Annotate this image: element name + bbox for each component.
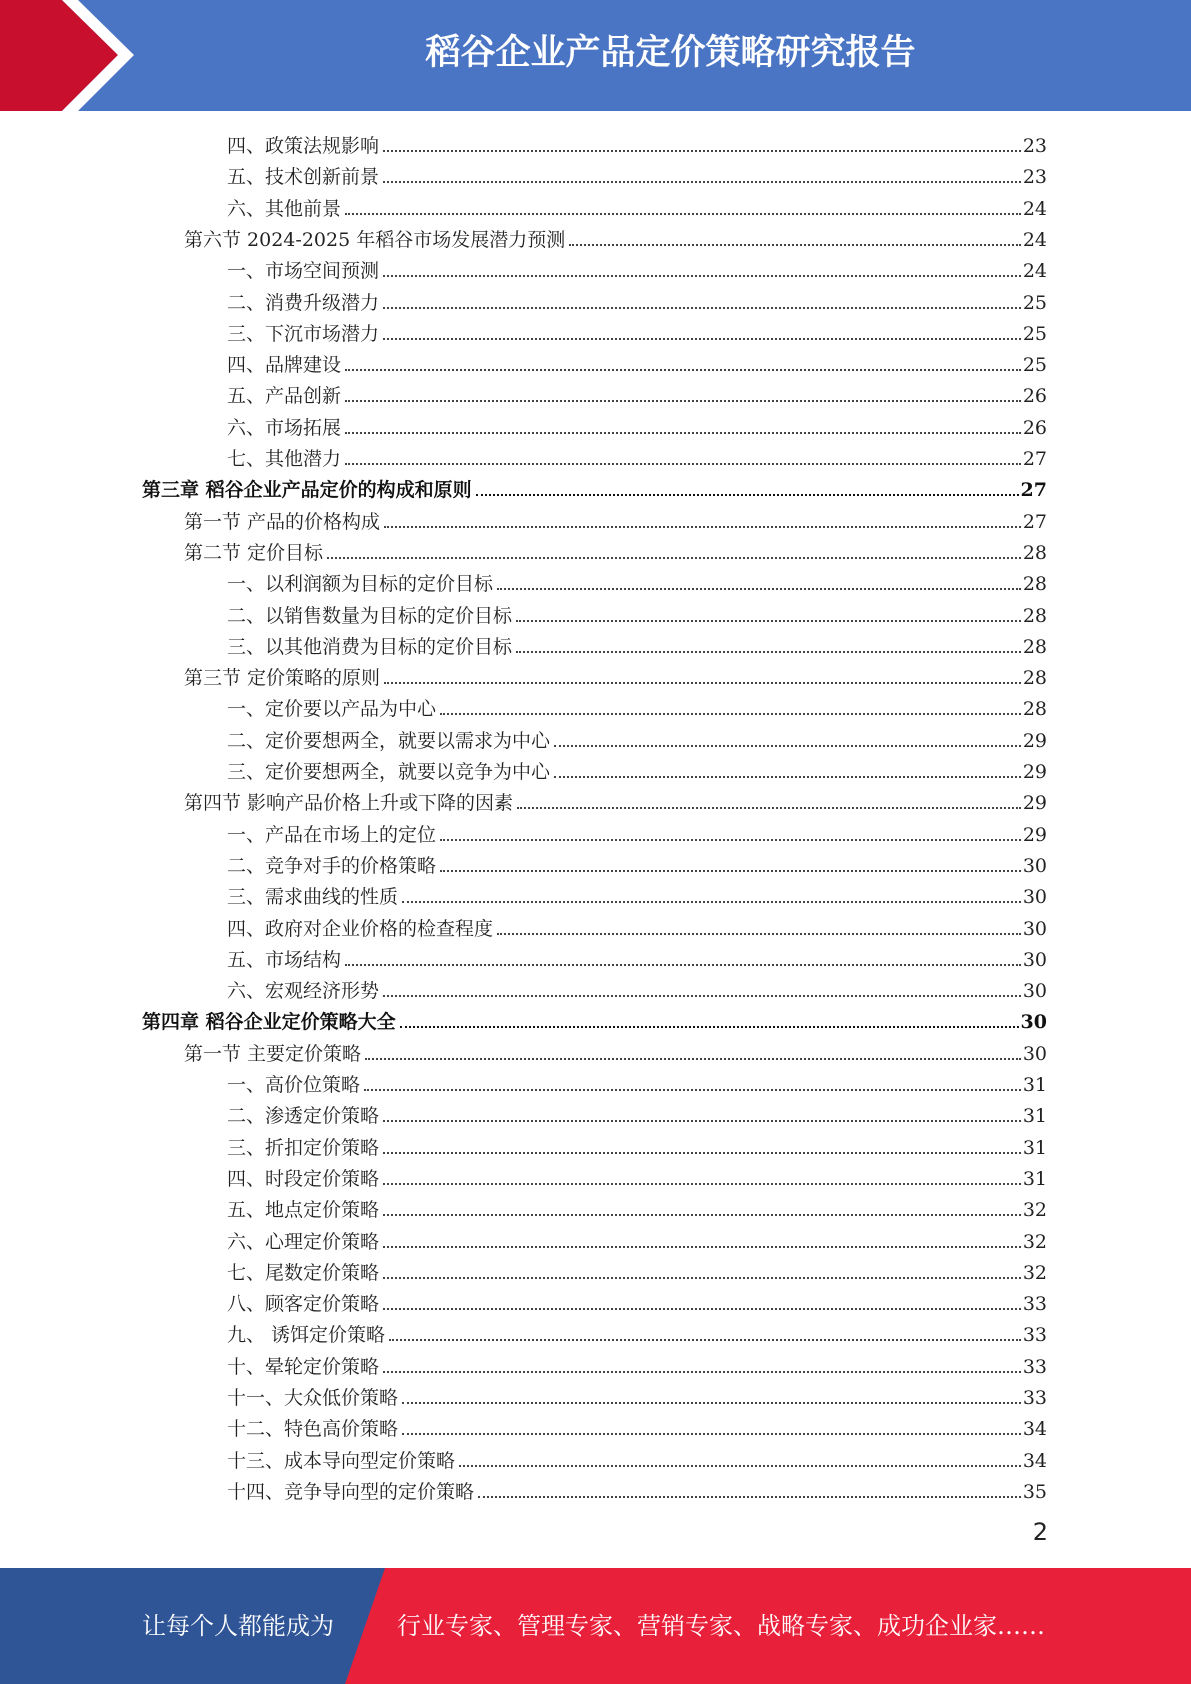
toc-entry-title: 三、折扣定价策略: [227, 1136, 380, 1159]
toc-entry[interactable]: [227, 597, 1047, 628]
toc-entry[interactable]: [184, 1035, 1047, 1066]
toc-entry-page: 24: [1022, 260, 1047, 283]
toc-entry[interactable]: [227, 1379, 1047, 1410]
toc-entry[interactable]: [142, 1003, 1047, 1034]
toc-dot-leader: [440, 870, 1021, 872]
toc-entry[interactable]: [227, 941, 1047, 972]
toc-entry-page: 33: [1022, 1324, 1047, 1347]
toc-dot-leader: [383, 1277, 1021, 1279]
toc-entry-page: 32: [1022, 1261, 1047, 1284]
report-title: 稻谷企业产品定价策略研究报告: [425, 33, 916, 73]
toc-dot-leader: [345, 369, 1021, 371]
toc-entry[interactable]: [227, 1223, 1047, 1254]
page-header: [0, 0, 1191, 111]
toc-entry-title: 二、以销售数量为目标的定价目标: [227, 604, 513, 627]
toc-entry-title: 第四章 稻谷企业定价策略大全: [142, 1011, 396, 1034]
toc-entry-page: 28: [1022, 698, 1047, 721]
toc-entry-page: 24: [1022, 197, 1047, 220]
toc-entry-title: 五、产品创新: [227, 385, 342, 408]
toc-entry-title: 三、下沉市场潜力: [227, 322, 380, 345]
toc-entry-title: 十、晕轮定价策略: [227, 1355, 380, 1378]
toc-entry-page: 30: [1020, 1011, 1047, 1034]
toc-dot-leader: [327, 557, 1021, 559]
toc-entry-title: 三、定价要想两全，就要以竞争为中心: [227, 761, 551, 783]
toc-entry-title: 四、政府对企业价格的检查程度: [227, 917, 494, 940]
toc-entry-title: 六、宏观经济形势: [227, 980, 380, 1003]
toc-dot-leader: [383, 181, 1021, 183]
toc-entry[interactable]: [227, 346, 1047, 377]
toc-entry-title: 第二节 定价目标: [184, 541, 324, 564]
toc-dot-leader: [384, 682, 1021, 684]
toc-dot-leader: [440, 713, 1021, 715]
toc-entry[interactable]: [227, 1129, 1047, 1160]
toc-entry-title: 五、技术创新前景: [227, 166, 380, 189]
toc-dot-leader: [440, 839, 1021, 841]
toc-entry[interactable]: [142, 471, 1047, 502]
toc-entry[interactable]: [227, 127, 1047, 158]
toc-entry[interactable]: [227, 252, 1047, 283]
toc-entry-page: 30: [1022, 917, 1047, 940]
toc-entry[interactable]: [227, 753, 1047, 784]
toc-dot-leader: [383, 1246, 1021, 1248]
toc-entry-page: 30: [1022, 886, 1047, 909]
toc-dot-leader: [345, 463, 1021, 465]
toc-dot-leader: [345, 213, 1021, 215]
toc-entry[interactable]: [227, 878, 1047, 909]
toc-dot-leader: [389, 1339, 1021, 1341]
toc-dot-leader: [516, 651, 1021, 653]
toc-dot-leader: [497, 588, 1021, 590]
toc-entry[interactable]: [227, 972, 1047, 1003]
toc-entry-page: 25: [1022, 354, 1047, 377]
toc-entry[interactable]: [227, 847, 1047, 878]
toc-entry-page: 32: [1022, 1199, 1047, 1222]
toc-entry-page: 29: [1022, 792, 1047, 815]
toc-entry-page: 30: [1022, 980, 1047, 1003]
toc-entry[interactable]: [227, 1442, 1047, 1473]
toc-entry[interactable]: [227, 910, 1047, 941]
toc-entry-title: 第三章 稻谷企业产品定价的构成和原则: [142, 479, 472, 502]
footer-slogan-right: 行业专家、管理专家、营销专家、战略专家、成功企业家……: [397, 1612, 1045, 1640]
toc-dot-leader: [517, 807, 1021, 809]
toc-dot-leader: [384, 526, 1021, 528]
toc-dot-leader: [478, 1496, 1021, 1498]
toc-entry[interactable]: [184, 503, 1047, 534]
toc-entry[interactable]: [227, 1285, 1047, 1316]
toc-entry-page: 29: [1022, 823, 1047, 846]
toc-entry[interactable]: [227, 440, 1047, 471]
toc-entry-title: 十四、竞争导向型的定价策略: [227, 1480, 475, 1503]
toc-entry[interactable]: [227, 1473, 1047, 1504]
toc-dot-leader: [383, 150, 1021, 152]
toc-dot-leader: [554, 776, 1021, 778]
toc-entry-title: 一、高价位策略: [227, 1074, 361, 1096]
toc-dot-leader: [383, 338, 1021, 340]
toc-entry-page: 27: [1022, 448, 1047, 470]
toc-dot-leader: [383, 1214, 1021, 1216]
toc-entry-title: 三、以其他消费为目标的定价目标: [227, 635, 513, 658]
toc-entry-page: 35: [1022, 1480, 1047, 1503]
footer-slogan-left: 让每个人都能成为: [142, 1612, 334, 1640]
toc-entry-title: 二、定价要想两全，就要以需求为中心: [227, 729, 551, 752]
toc-entry[interactable]: [227, 158, 1047, 189]
toc-dot-leader: [383, 1152, 1021, 1154]
toc-entry-page: 26: [1022, 416, 1047, 439]
toc-entry-page: 25: [1022, 322, 1047, 345]
toc-entry[interactable]: [227, 690, 1047, 721]
toc-entry-page: 31: [1022, 1105, 1047, 1128]
toc-entry[interactable]: [227, 722, 1047, 753]
toc-entry-title: 第六节 2024-2025 年稻谷市场发展潜力预测: [184, 228, 566, 251]
toc-entry[interactable]: [227, 1066, 1047, 1097]
toc-entry-page: 34: [1022, 1418, 1047, 1441]
toc-entry-page: 28: [1022, 541, 1047, 564]
toc-entry-page: 25: [1022, 291, 1047, 314]
toc-entry-page: 32: [1022, 1230, 1047, 1253]
toc-entry-title: 五、地点定价策略: [227, 1199, 380, 1222]
toc-dot-leader: [345, 400, 1021, 402]
page-number: 2: [1032, 1518, 1048, 1546]
toc-entry-title: 十二、特色高价策略: [227, 1418, 399, 1441]
toc-dot-leader: [569, 244, 1021, 246]
toc-entry-page: 26: [1022, 385, 1047, 408]
toc-entry-page: 31: [1022, 1167, 1047, 1190]
toc-entry-page: 29: [1022, 761, 1047, 783]
toc-entry[interactable]: [184, 534, 1047, 565]
toc-entry-title: 一、定价要以产品为中心: [227, 698, 437, 721]
toc-dot-leader: [345, 964, 1021, 966]
toc-dot-leader: [516, 620, 1021, 622]
toc-entry[interactable]: [227, 190, 1047, 221]
toc-entry[interactable]: [227, 1160, 1047, 1191]
toc-dot-leader: [345, 432, 1021, 434]
toc-dot-leader: [365, 1058, 1021, 1060]
toc-entry-page: 24: [1022, 228, 1047, 251]
toc-entry-title: 三、需求曲线的性质: [227, 886, 399, 909]
toc-dot-leader: [402, 1433, 1021, 1435]
toc-entry-page: 33: [1022, 1293, 1047, 1316]
toc-entry-title: 二、竞争对手的价格策略: [227, 854, 437, 877]
toc-entry-page: 28: [1022, 573, 1047, 596]
toc-entry[interactable]: [227, 1191, 1047, 1222]
toc-entry-title: 十三、成本导向型定价策略: [227, 1449, 456, 1472]
toc-entry-title: 六、心理定价策略: [227, 1230, 380, 1253]
toc-entry-page: 28: [1022, 635, 1047, 658]
toc-entry-page: 27: [1020, 479, 1047, 502]
toc-entry-title: 六、市场拓展: [227, 416, 342, 439]
toc-entry-title: 一、产品在市场上的定位: [227, 823, 437, 846]
toc-entry-title: 第一节 产品的价格构成: [184, 510, 381, 533]
toc-entry[interactable]: [227, 284, 1047, 315]
toc-entry-page: 31: [1022, 1074, 1047, 1096]
toc-entry-page: 30: [1022, 948, 1047, 971]
toc-entry-title: 四、政策法规影响: [227, 135, 380, 157]
toc-entry-page: 30: [1022, 1042, 1047, 1065]
page-footer: [0, 1568, 1191, 1684]
toc-entry-title: 八、顾客定价策略: [227, 1293, 380, 1316]
toc-entry[interactable]: [227, 315, 1047, 346]
toc-entry-page: 33: [1022, 1387, 1047, 1409]
toc-entry[interactable]: [227, 1410, 1047, 1441]
toc-dot-leader: [402, 1402, 1021, 1404]
toc-entry[interactable]: [227, 1316, 1047, 1347]
toc-entry[interactable]: [184, 221, 1047, 252]
toc-entry-title: 第一节 主要定价策略: [184, 1042, 362, 1065]
toc-entry[interactable]: [227, 1254, 1047, 1285]
toc-entry-page: 28: [1022, 667, 1047, 690]
toc-entry-title: 第四节 影响产品价格上升或下降的因素: [184, 792, 514, 815]
toc-dot-leader: [400, 1026, 1019, 1028]
toc-entry-page: 31: [1022, 1136, 1047, 1159]
toc-entry-title: 七、尾数定价策略: [227, 1261, 380, 1284]
toc-entry-title: 二、渗透定价策略: [227, 1105, 380, 1128]
toc-dot-leader: [554, 745, 1021, 747]
toc-dot-leader: [383, 307, 1021, 309]
toc-dot-leader: [383, 275, 1021, 277]
toc-entry-title: 十一、大众低价策略: [227, 1387, 399, 1409]
toc-entry-title: 四、时段定价策略: [227, 1167, 380, 1190]
toc-dot-leader: [383, 1183, 1021, 1185]
toc-entry-page: 28: [1022, 604, 1047, 627]
toc-entry-title: 五、市场结构: [227, 948, 342, 971]
toc-entry-title: 四、品牌建设: [227, 354, 342, 377]
toc-entry[interactable]: [227, 409, 1047, 440]
toc-entry-page: 30: [1022, 854, 1047, 877]
toc-dot-leader: [459, 1465, 1021, 1467]
toc-entry-title: 一、市场空间预测: [227, 260, 380, 283]
toc-dot-leader: [383, 1308, 1021, 1310]
toc-dot-leader: [402, 901, 1021, 903]
toc-entry[interactable]: [184, 659, 1047, 690]
toc-entry-page: 23: [1022, 135, 1047, 157]
toc-entry-page: 27: [1022, 510, 1047, 533]
toc-entry[interactable]: [227, 377, 1047, 408]
toc-dot-leader: [383, 1371, 1021, 1373]
toc-entry[interactable]: [227, 628, 1047, 659]
toc-entry[interactable]: [227, 565, 1047, 596]
toc-entry-title: 六、其他前景: [227, 197, 342, 220]
toc-entry-page: 34: [1022, 1449, 1047, 1472]
toc-dot-leader: [383, 995, 1021, 997]
toc-dot-leader: [476, 494, 1019, 496]
toc-dot-leader: [364, 1089, 1021, 1091]
toc-entry[interactable]: [184, 784, 1047, 815]
toc-entry-title: 九、 诱饵定价策略: [227, 1324, 386, 1347]
toc-dot-leader: [383, 1120, 1021, 1122]
toc-entry[interactable]: [227, 1348, 1047, 1379]
toc-entry-page: 29: [1022, 729, 1047, 752]
toc-dot-leader: [497, 933, 1021, 935]
toc-entry[interactable]: [227, 816, 1047, 847]
toc-entry-page: 33: [1022, 1355, 1047, 1378]
toc-entry-title: 二、消费升级潜力: [227, 291, 380, 314]
toc-entry-title: 七、其他潜力: [227, 448, 342, 470]
toc-entry-page: 23: [1022, 166, 1047, 189]
toc-entry-title: 第三节 定价策略的原则: [184, 667, 381, 690]
toc-entry[interactable]: [227, 1097, 1047, 1128]
toc-entry-title: 一、以利润额为目标的定价目标: [227, 573, 494, 596]
